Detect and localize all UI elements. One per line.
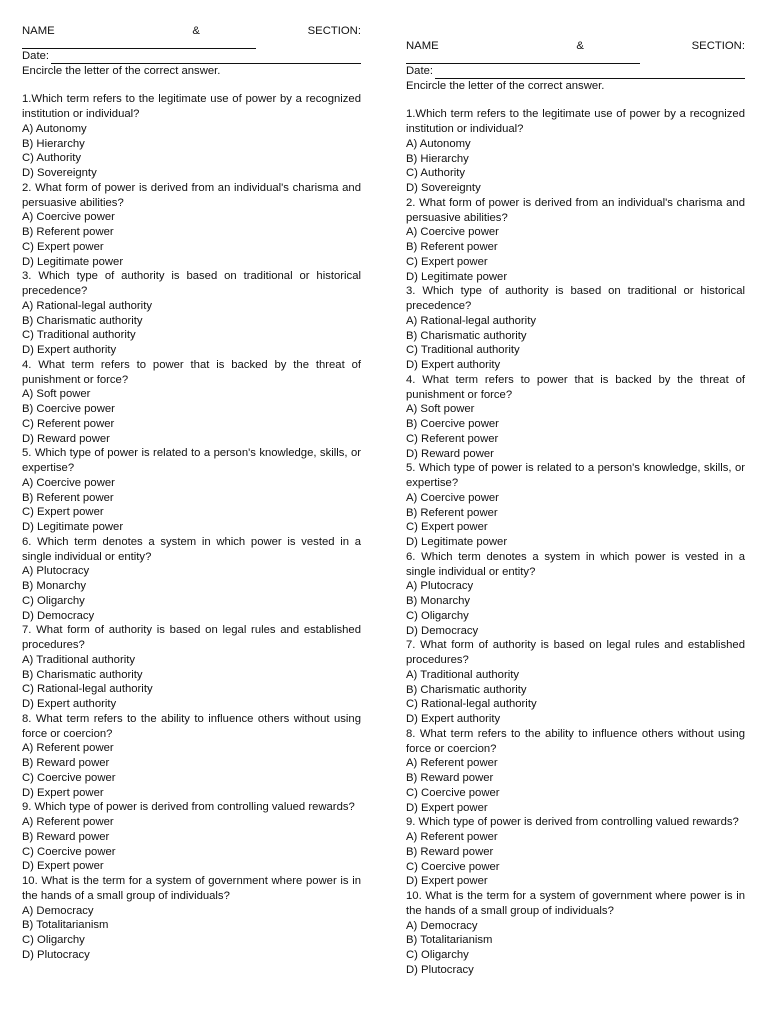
answer-option[interactable]: C) Rational-legal authority — [22, 683, 153, 696]
question-item — [22, 712, 361, 801]
question-text: 6. Which term denotes a system in which power is vested in a single individual or entity? — [406, 550, 745, 578]
answer-option[interactable]: A) Soft power — [22, 388, 91, 401]
question-item — [406, 727, 745, 816]
answer-option[interactable]: B) Coercive power — [406, 418, 499, 430]
question-text: 7. What form of authority is based on legal rules and established procedures? — [22, 624, 361, 651]
answer-option[interactable]: A) Plutocracy — [406, 580, 474, 593]
question-text: 9. Which type of power is derived from controlling valued rewards? — [22, 801, 355, 814]
question-text: 7. What form of authority is based on legal rules and established procedures? — [406, 639, 745, 666]
question-text: 1.Which term refers to the legitimate use of power by a recognized institution or individual? — [22, 93, 361, 120]
answer-option[interactable]: A) Traditional authority — [22, 653, 136, 666]
question-item — [22, 92, 361, 181]
answer-option[interactable]: C) Oligarchy — [406, 949, 469, 961]
section-label: SECTION: — [691, 40, 745, 52]
question-text: 1.Which term refers to the legitimate use of power by a recognized institution or individual? — [406, 108, 745, 135]
answer-option[interactable]: A) Coercive power — [406, 226, 499, 239]
answer-option[interactable]: C) Referent power — [406, 432, 499, 445]
answer-option[interactable]: A) Democracy — [406, 919, 478, 932]
answer-option[interactable]: B) Charismatic authority — [406, 329, 527, 342]
section-label: SECTION: — [307, 25, 361, 37]
answer-option[interactable]: D) Expert power — [22, 786, 104, 799]
answer-option[interactable]: C) Expert power — [406, 521, 488, 534]
question-item — [406, 889, 745, 978]
question-item — [406, 373, 745, 462]
question-text: 9. Which type of power is derived from controlling valued rewards? — [406, 816, 739, 829]
answer-option[interactable]: C) Traditional authority — [22, 329, 136, 342]
answer-option[interactable]: A) Referent power — [406, 831, 498, 843]
question-item — [22, 623, 361, 712]
date-blank[interactable] — [51, 53, 361, 64]
name-section-blank[interactable] — [22, 39, 256, 49]
answer-option[interactable]: A) Referent power — [22, 742, 114, 755]
answer-option[interactable]: C) Coercive power — [22, 845, 116, 858]
question-item — [406, 284, 745, 373]
answer-option[interactable]: B) Referent power — [406, 506, 498, 519]
answer-option[interactable]: B) Coercive power — [22, 403, 115, 415]
worksheet-copy-right — [406, 39, 745, 978]
answer-option[interactable]: D) Reward power — [22, 432, 110, 445]
question-item — [22, 358, 361, 447]
answer-option[interactable]: A) Rational-legal authority — [22, 299, 152, 312]
answer-option[interactable]: C) Rational-legal authority — [406, 698, 537, 711]
answer-option[interactable]: B) Charismatic authority — [22, 668, 143, 681]
instruction-text: Encircle the letter of the correct answer. — [406, 79, 605, 92]
date-label: Date: — [22, 49, 50, 62]
answer-option[interactable]: C) Coercive power — [406, 860, 500, 873]
answer-option[interactable]: D) Expert power — [22, 860, 104, 873]
question-item — [22, 800, 361, 874]
question-text: 6. Which term denotes a system in which power is vested in a single individual or entity? — [22, 535, 361, 563]
name-label: NAME — [406, 40, 439, 52]
answer-option[interactable]: D) Plutocracy — [406, 963, 474, 976]
answer-option[interactable]: A) Plutocracy — [22, 565, 90, 578]
answer-option[interactable]: A) Coercive power — [406, 491, 499, 504]
date-row — [406, 64, 745, 79]
question-item — [22, 181, 361, 270]
answer-option[interactable]: B) Hierarchy — [406, 152, 469, 165]
name-label: NAME — [22, 25, 55, 37]
question-text: 5. Which type of power is related to a person's knowledge, skills, or expertise? — [406, 462, 745, 489]
answer-option[interactable]: C) Oligarchy — [406, 609, 469, 622]
answer-option[interactable]: D) Expert power — [406, 875, 488, 888]
question-text: 8. What term refers to the ability to influence others without using force or coercion? — [22, 712, 361, 740]
answer-option[interactable]: B) Totalitarianism — [406, 934, 493, 947]
question-list — [406, 107, 745, 977]
question-text: 2. What form of power is derived from an individual's charisma and persuasive abilities? — [22, 181, 361, 209]
question-text: 3. Which type of authority is based on traditional or historical precedence? — [22, 270, 361, 297]
answer-option[interactable]: C) Expert power — [406, 255, 488, 268]
answer-option[interactable]: A) Traditional authority — [406, 668, 520, 681]
question-text: 5. Which type of power is related to a person's knowledge, skills, or expertise? — [22, 447, 361, 474]
answer-option[interactable]: C) Authority — [22, 152, 82, 165]
worksheet-copy-left — [22, 24, 361, 963]
answer-option[interactable]: C) Traditional authority — [406, 344, 520, 357]
answer-option[interactable]: B) Hierarchy — [22, 137, 85, 150]
answer-option[interactable]: D) Legitimate power — [406, 270, 508, 283]
answer-option[interactable]: C) Coercive power — [22, 771, 116, 784]
answer-option[interactable]: B) Reward power — [22, 830, 110, 843]
answer-option[interactable]: D) Democracy — [406, 624, 479, 637]
answer-option[interactable]: C) Oligarchy — [22, 594, 85, 607]
question-text: 10. What is the term for a system of government where power is in the hands of a small group of individuals? — [406, 890, 745, 917]
name-section-row — [22, 24, 361, 39]
answer-option[interactable]: B) Charismatic authority — [22, 314, 143, 327]
answer-option[interactable]: A) Rational-legal authority — [406, 314, 536, 327]
answer-option[interactable]: B) Monarchy — [406, 595, 471, 607]
answer-option[interactable]: C) Authority — [406, 167, 466, 180]
answer-option[interactable]: C) Expert power — [22, 240, 104, 253]
answer-option[interactable]: D) Sovereignty — [22, 167, 97, 179]
answer-option[interactable]: D) Legitimate power — [406, 536, 508, 548]
question-item — [406, 107, 745, 196]
answer-option[interactable]: D) Expert authority — [406, 713, 501, 725]
answer-option[interactable]: A) Democracy — [22, 904, 94, 917]
answer-option[interactable]: D) Democracy — [22, 609, 95, 622]
name-section-row — [406, 39, 745, 54]
question-text: 4. What term refers to power that is backed by the threat of punishment or force? — [406, 373, 745, 401]
question-item — [406, 461, 745, 550]
name-section-blank[interactable] — [406, 54, 640, 64]
answer-option[interactable]: B) Referent power — [22, 226, 114, 238]
answer-option[interactable]: B) Reward power — [406, 845, 494, 858]
question-text: 3. Which type of authority is based on traditional or historical precedence? — [406, 285, 745, 312]
answer-option[interactable]: A) Autonomy — [22, 122, 87, 135]
date-label: Date: — [406, 64, 434, 77]
answer-option[interactable]: D) Legitimate power — [22, 255, 124, 268]
answer-option[interactable]: D) Plutocracy — [22, 948, 90, 961]
answer-option[interactable]: D) Expert power — [406, 801, 488, 814]
question-item — [406, 638, 745, 727]
answer-option[interactable]: D) Expert authority — [22, 698, 117, 710]
answer-option[interactable]: D) Expert authority — [22, 344, 117, 356]
question-item — [406, 815, 745, 889]
answer-option[interactable]: A) Referent power — [406, 757, 498, 770]
answer-option[interactable]: B) Charismatic authority — [406, 683, 527, 696]
answer-option[interactable]: B) Reward power — [22, 757, 110, 769]
answer-option[interactable]: B) Reward power — [406, 772, 494, 784]
answer-option[interactable]: A) Coercive power — [22, 476, 115, 489]
answer-option[interactable]: C) Coercive power — [406, 786, 500, 799]
answer-option[interactable]: B) Referent power — [22, 491, 114, 504]
answer-option[interactable]: D) Reward power — [406, 447, 494, 460]
answer-option[interactable]: D) Expert authority — [406, 359, 501, 371]
question-item — [406, 550, 745, 639]
question-text: 4. What term refers to power that is backed by the threat of punishment or force? — [22, 358, 361, 386]
question-text: 8. What term refers to the ability to influence others without using force or coercion? — [406, 727, 745, 755]
question-text: 10. What is the term for a system of government where power is in the hands of a small group of individuals? — [22, 875, 361, 902]
answer-option[interactable]: C) Expert power — [22, 506, 104, 519]
answer-option[interactable]: B) Totalitarianism — [22, 919, 109, 932]
date-blank[interactable] — [435, 68, 745, 79]
instruction-text: Encircle the letter of the correct answer. — [22, 64, 221, 77]
answer-option[interactable]: B) Monarchy — [22, 580, 87, 592]
answer-option[interactable]: A) Coercive power — [22, 211, 115, 224]
ampersand: & — [576, 40, 584, 52]
answer-option[interactable]: A) Soft power — [406, 403, 475, 416]
answer-option[interactable]: C) Oligarchy — [22, 934, 85, 946]
question-item — [22, 269, 361, 358]
question-item — [406, 196, 745, 285]
answer-option[interactable]: A) Autonomy — [406, 137, 471, 150]
answer-option[interactable]: D) Legitimate power — [22, 521, 124, 533]
question-item — [22, 874, 361, 963]
answer-option[interactable]: D) Sovereignty — [406, 182, 481, 194]
question-item — [22, 446, 361, 535]
question-item — [22, 535, 361, 624]
answer-option[interactable]: B) Referent power — [406, 241, 498, 253]
question-list — [22, 92, 361, 962]
date-row — [22, 49, 361, 64]
question-text: 2. What form of power is derived from an individual's charisma and persuasive abilities? — [406, 196, 745, 224]
answer-option[interactable]: A) Referent power — [22, 816, 114, 828]
answer-option[interactable]: C) Referent power — [22, 417, 115, 430]
ampersand: & — [192, 25, 200, 37]
